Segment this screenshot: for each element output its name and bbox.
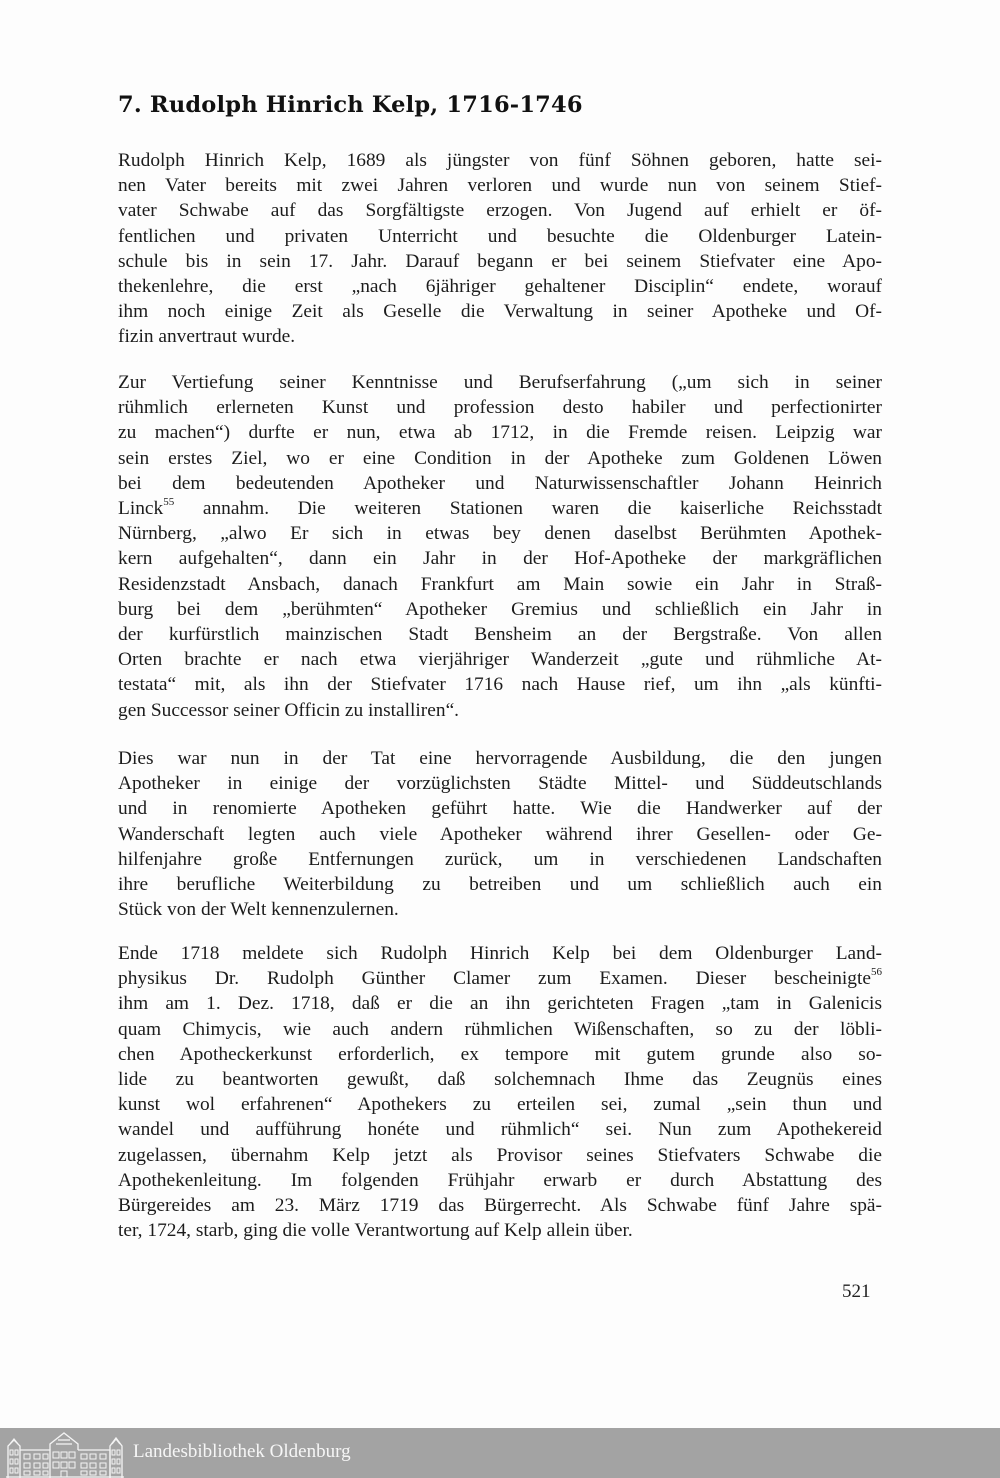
text-line: chen Apotheckerkunst erforderlich, ex tempore mit gutem grunde also so- [118,1043,882,1065]
text-line: hilfenjahre große Entfernungen zurück, um in verschiedenen Landschaften [118,848,882,870]
footnote-reference[interactable]: 56 [871,966,882,979]
paragraph-1 [118,148,882,350]
text-line: nen Vater bereits mit zwei Jahren verloren und wurde nun von seinem Stief- [118,175,882,197]
text-line: Linck$^{55}$ annahm. Die weiteren Stationen waren die kaiserliche Reichsstadt [118,496,882,520]
paragraph-text [118,370,882,723]
text-line: testata“ mit, als ihn der Stiefvater 1716 nach Hause rief, um ihn „als künfti- [118,674,882,696]
text-line: ihm am 1. Dez. 1718, daß er die an ihn gerichteten Fragen „tam in Galenicis [118,993,882,1015]
text-line: bei dem bedeutenden Apotheker und Naturwissenschaftler Johann Heinrich [118,472,882,494]
paragraph-4 [118,941,882,1243]
paragraph-text [118,148,882,350]
text-line: fizin anvertraut wurde. [118,326,296,348]
text-line: gen Successor seiner Officin zu installiren“. [118,699,460,721]
paragraph-2 [118,370,882,723]
text-line: physikus Dr. Rudolph Günther Clamer zum Examen. Dieser bescheinigte$^{56}$ [118,966,882,990]
text-line: der kurfürstlich mainzischen Stadt Bensheim an der Bergstraße. Von allen [118,624,882,646]
text-line: Ende 1718 meldete sich Rudolph Hinrich Kelp bei dem Oldenburger Land- [118,943,882,964]
text-line: Zur Vertiefung seiner Kenntnisse und Berufserfahrung („um sich in seiner [118,372,882,393]
text-line: kern aufgehalten“, dann ein Jahr in der Hof-Apotheke der markgräflichen [118,548,882,570]
text-line: Wanderschaft legten auch viele Apotheker während ihrer Gesellen- oder Ge- [118,823,882,845]
text-line: thekenlehre, die erst „nach 6jähriger gehaltener Disciplin“ endete, worauf [118,276,882,298]
chapter-heading: 7. Rudolph Hinrich Kelp, 1716-1746 [118,92,583,118]
text-line: ihre berufliche Weiterbildung zu betreiben und um schließlich auch ein [118,874,882,896]
text-line: vater Schwabe auf das Sorgfältigste erzogen. Von Jugend auf erhielt er öf- [118,200,882,222]
text-line: kunst wol erfahrenen“ Apothekers zu erteilen sei, zumal „sein thun und [118,1094,882,1116]
text-line: Nürnberg, „alwo Er sich in etwas bey denen daselbst Berühmten Apothek- [118,523,882,545]
text-line: schule bis in sein 17. Jahr. Darauf begann er bei seinem Stiefvater eine Apo- [118,250,882,272]
text-line: wandel und aufführung honéte und rühmlich“ sei. Nun zum Apothekereid [118,1119,882,1141]
text-line: zugelassen, übernahm Kelp jetzt als Provisor seines Stiefvaters Schwabe die [118,1144,882,1166]
text-line: quam Chimycis, wie auch andern rühmlichen Wißenschaften, so zu der löbli- [118,1018,882,1040]
text-line: Dies war nun in der Tat eine hervorragende Ausbildung, die den jungen [118,748,882,769]
text-line: ter, 1724, starb, ging die volle Verantwortung auf Kelp allein über. [118,1220,633,1242]
text-line: fentlichen und privaten Unterricht und besuchte die Oldenburger Latein- [118,225,882,247]
page-number: 521 [842,1281,871,1302]
paragraph-text [118,746,882,922]
text-line: lide zu beantworten gewußt, daß solchemnach Ihme das Zeugnüs eines [118,1069,882,1091]
text-line: Apothekenleitung. Im folgenden Frühjahr erwarb er durch Abstattung des [118,1169,882,1191]
text-line: und in renomierte Apotheken geführt hatte. Wie die Handwerker auf der [118,798,882,820]
text-line: zu machen“) durfte er nun, etwa ab 1712, in die Fremde reisen. Leipzig war [118,422,882,444]
text-line: Orten brachte er nach etwa vierjähriger Wanderzeit „gute und rühmliche At- [118,649,882,671]
text-line: rühmlich erlerneten Kunst und profession desto habiler und perfectionirter [118,397,882,419]
paragraph-3 [118,746,882,922]
text-line: Apotheker in einige der vorzüglichsten Städte Mittel- und Süddeutschlands [118,773,882,795]
text-line: Rudolph Hinrich Kelp, 1689 als jüngster von fünf Söhnen geboren, hatte sei- [118,150,882,171]
text-line: sein erstes Ziel, wo er eine Condition in der Apotheke zum Goldenen Löwen [118,447,882,469]
library-footer-bar [0,1428,1000,1478]
text-line: Bürgereides am 23. März 1719 das Bürgerrecht. Als Schwabe fünf Jahre spä- [118,1195,882,1217]
text-line: ihm noch einige Zeit als Geselle die Verwaltung in seiner Apotheke und Of- [118,301,882,323]
paragraph-text [118,941,882,1243]
text-line: burg bei dem „berühmten“ Apotheker Gremius und schließlich ein Jahr in [118,598,882,620]
text-line: Residenzstadt Ansbach, danach Frankfurt am Main sowie ein Jahr in Straß- [118,573,882,595]
text-line: Stück von der Welt kennenzulernen. [118,899,399,921]
library-building-icon [6,1430,124,1478]
library-name: Landesbibliothek Oldenburg [133,1441,351,1462]
footnote-reference[interactable]: 55 [163,496,175,509]
